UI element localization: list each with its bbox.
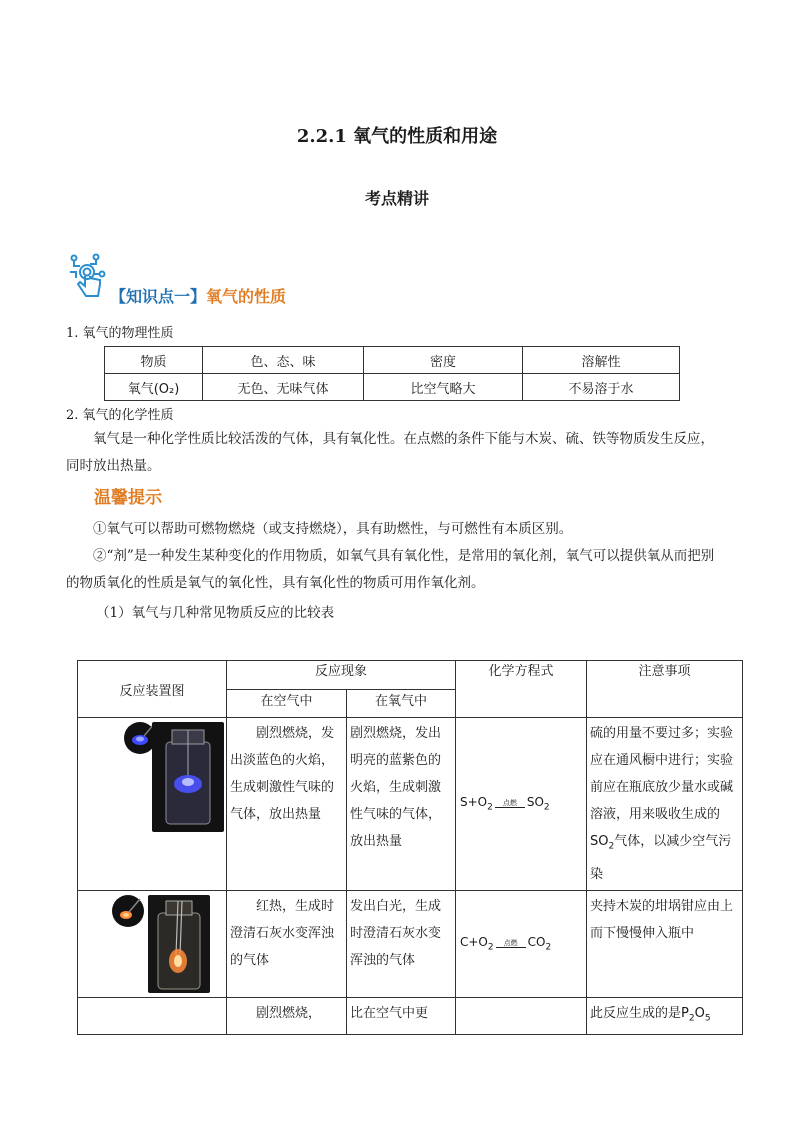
table-header-cell: 在空气中: [227, 690, 347, 718]
table-header-cell: 反应装置图: [78, 661, 227, 718]
phenomenon-oxygen: 发出白光，生成时澄清石灰水变浑浊的气体: [347, 890, 456, 997]
table-cell: 氧气(O₂): [105, 374, 203, 401]
equation-reactants: $S+O_2$: [460, 795, 493, 813]
table-header-cell: 色、态、味: [203, 347, 364, 374]
table-header-cell: 化学方程式: [456, 661, 587, 718]
phenomenon-oxygen: 剧烈燃烧，发出明亮的蓝紫色的火焰，生成刺激性气味的气体，放出热量: [347, 718, 456, 891]
chemical-body: 氧气是一种化学性质比较活泼的气体，具有氧化性。在点燃的条件下能与木炭、硫、铁等物质发生反应，同时放出热量。: [66, 431, 714, 474]
table-header-cell: 注意事项: [587, 661, 743, 718]
tip-item: ①氧气可以帮助可燃物燃烧（或支持燃烧），具有助燃性，与可燃性有本质区别。: [93, 521, 573, 537]
chemical-equation: [460, 935, 586, 952]
notes-cell: 硫的用量不要过多；实验应在通风橱中进行；实验前应在瓶底放少量水或碱溶液，用来吸收生成的$SO_2$气体，以减少空气污染: [587, 718, 743, 891]
table-row: [78, 661, 743, 690]
sulfur-combustion-image: [152, 722, 224, 832]
table-row: [78, 890, 743, 997]
equation-arrow: 点燃: [496, 939, 526, 948]
knowledge-point-bracket: 【知识点一】: [110, 287, 207, 306]
table-row: [105, 347, 680, 374]
notes-cell: 此反应生成的是$P_2O_5$: [587, 997, 743, 1035]
chemical-equation: [460, 795, 586, 812]
table-row: [105, 374, 680, 401]
tips-title: 温馨提示: [94, 488, 162, 508]
tip-item: ②“剂”是一种发生某种变化的作用物质，如氧气具有氧化性，是常用的氧化剂，氧气可以提供氧从而把别的物质氧化的性质是氧气的氧化性，具有氧化性的物质可用作氧化剂。: [66, 548, 715, 591]
equation-cell: [456, 718, 587, 891]
equation-products: $SO_2$: [526, 795, 550, 813]
table-row: [78, 718, 743, 891]
apparatus-cell: [78, 718, 227, 891]
table-header-cell: 物质: [105, 347, 203, 374]
table-header-cell: 反应现象: [227, 661, 456, 690]
knowledge-point-name: 氧气的性质: [206, 287, 287, 306]
physical-table: [104, 346, 680, 401]
carbon-combustion-image: [148, 895, 210, 993]
equation-reactants: $C+O_2$: [460, 934, 494, 953]
physical-heading: 1. 氧气的物理性质: [66, 326, 174, 341]
knowledge-point-title: [110, 284, 286, 307]
notes-cell: 夹持木炭的坩埚钳应由上而下慢慢伸入瓶中: [587, 890, 743, 997]
table-cell: 比空气略大: [364, 374, 523, 401]
table-header-cell: 密度: [364, 347, 523, 374]
table-cell: 无色、无味气体: [203, 374, 364, 401]
comparison-caption: （1）氧气与几种常见物质反应的比较表: [96, 605, 335, 621]
phenomenon-air: 剧烈燃烧，发出淡蓝色的火焰，生成刺激性气味的气体，放出热量: [227, 718, 347, 891]
table-cell: 不易溶于水: [523, 374, 680, 401]
equation-cell: [456, 997, 587, 1035]
equation-cell: [456, 890, 587, 997]
equation-arrow: 点燃: [495, 799, 525, 808]
phenomenon-oxygen: 比在空气中更: [347, 997, 456, 1035]
reaction-comparison-table: [77, 660, 743, 1035]
table-header-cell: 在氧气中: [347, 690, 456, 718]
apparatus-cell: [78, 997, 227, 1035]
table-header-cell: 溶解性: [523, 347, 680, 374]
phenomenon-air: 红热，生成时澄清石灰水变浑浊的气体: [227, 890, 347, 997]
touch-hand-icon: [66, 252, 108, 300]
phenomenon-air: 剧烈燃烧，: [227, 997, 347, 1035]
page-title: 2.2.1 氧气的性质和用途: [296, 126, 498, 147]
page-subtitle: 考点精讲: [364, 189, 429, 208]
apparatus-cell: [78, 890, 227, 997]
equation-products: $CO_2$: [527, 934, 552, 953]
chemical-heading: 2. 氧气的化学性质: [66, 408, 174, 423]
table-row: [78, 997, 743, 1035]
charcoal-inset-image: [112, 895, 144, 927]
